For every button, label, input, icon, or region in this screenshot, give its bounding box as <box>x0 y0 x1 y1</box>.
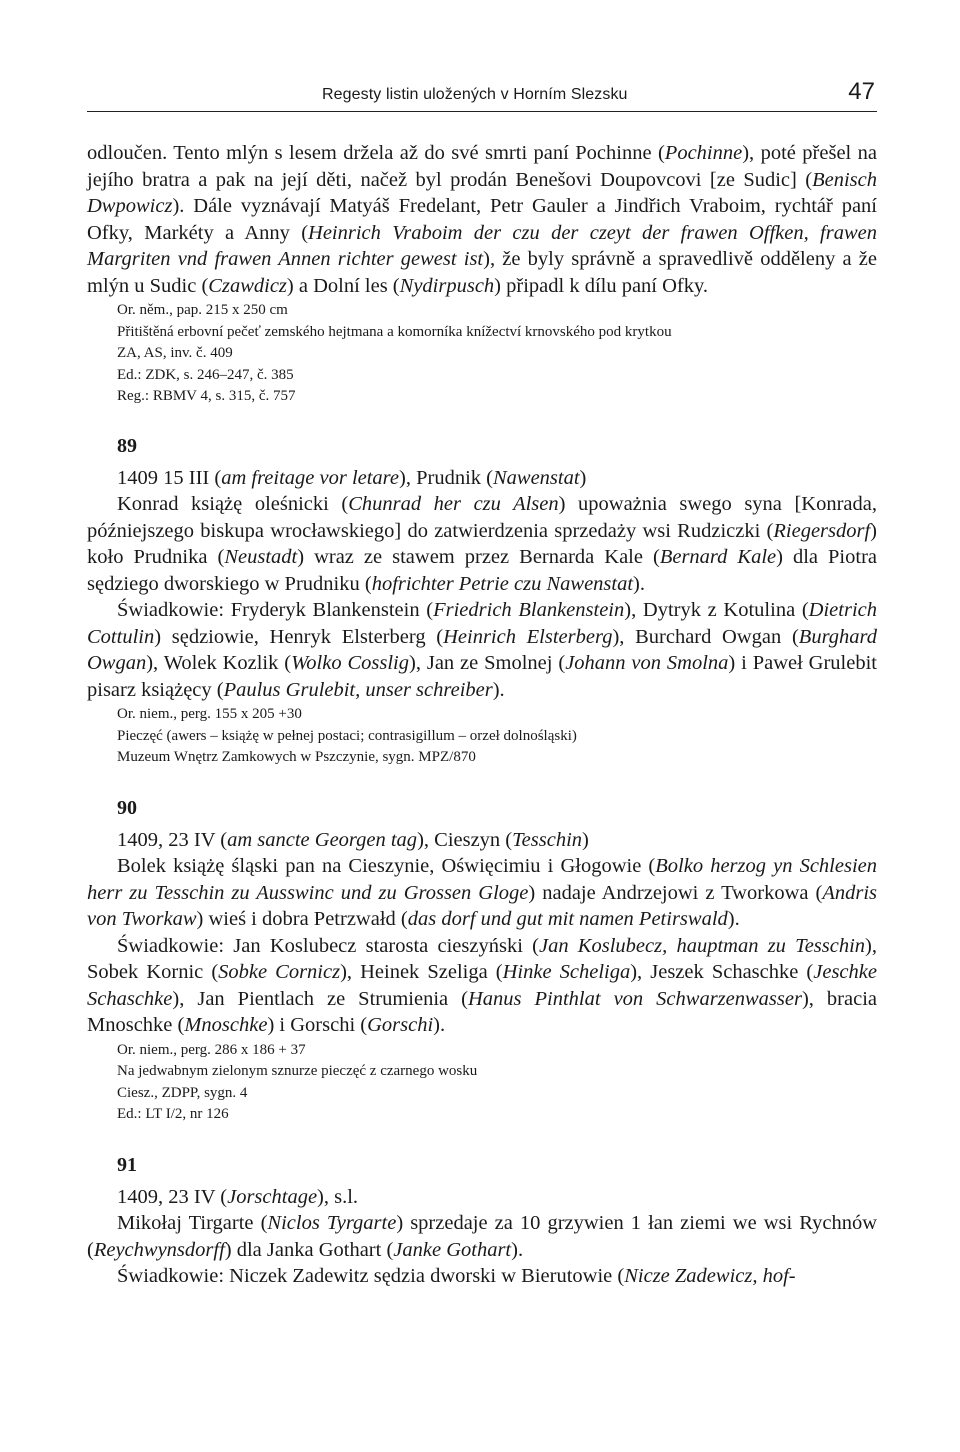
entry-88-paragraph: odloučen. Tento mlýn s lesem držela až do své smrti paní Pochinne (Pochinne), poté přešel na jejího bratra a pak na její děti, načež byl prodán Benešovi Doupovcovi [ze Sudic] (Benisch Dwpowicz). Dále vyznávají Matyáš Fredelant, Petr Gauler a Jindřich Vraboim, rychtář paní Ofky, Markéty a Anny (Heinrich Vraboim der czu der czeyt der frawen Offken, frawen Margriten vnd frawen Annen richter gewest ist), že byly správně a spravedlivě odděleny a že mlýn u Sudic (Czawdicz) a Dolní les (Nydirpusch) připadl k dílu paní Ofky. <box>87 142 878 297</box>
entry-90-summary: Bolek książę śląski pan na Cieszynie, Oświęcimiu i Głogowie (Bolko herzog yn Schlesien herr zu Tesschin zu Ausswinc und zu Grossen Gloge) nadaje Andrzejowi z Tworkowa (Andris von Tworkaw) wieś i dobra Petrzwałd (das dorf und gut mit namen Petirswald). <box>87 855 877 930</box>
page-number: 47 <box>848 78 875 105</box>
entry-number: 89 <box>117 434 137 457</box>
note-line: Ed.: LT I/2, nr 126 <box>117 1106 229 1122</box>
note-line: Muzeum Wnętrz Zamkowych w Pszczynie, sygn. MPZ/870 <box>117 749 476 765</box>
note-line: Reg.: RBMV 4, s. 315, č. 757 <box>117 388 296 404</box>
entry-date: 1409, 23 IV (Jorschtage), s.l. <box>117 1185 359 1208</box>
note-line: Ciesz., ZDPP, sygn. 4 <box>117 1084 248 1101</box>
entry-date: 1409 15 III (am freitage vor letare), Prudnik (Nawenstat) <box>117 466 587 489</box>
note-line: Or. niem., perg. 286 x 186 + 37 <box>117 1041 306 1058</box>
entry-88-notes <box>117 300 877 408</box>
page-header <box>87 76 877 112</box>
entry-90-witnesses: Świadkowie: Jan Koslubecz starosta cieszyński (Jan Koslubecz, hauptman zu Tesschin), Sobek Kornic (Sobke Cornicz), Heinek Szeliga (Hinke Scheliga), Jeszek Schaschke (Jeschke Schaschke), Jan Pientlach ze Strumienia (Hanus Pinthlat von Schwarzenwasser), bracia Mnoschke (Mnoschke) i Gorschi (Gorschi). <box>87 934 877 1036</box>
note-line: Přitištěná erbovní pečeť zemského hejtmana a komorníka knížectví krnovského pod krytkou <box>117 323 672 340</box>
entry-number: 91 <box>117 1153 137 1176</box>
entry-89-summary: Konrad książę oleśnicki (Chunrad her czu Alsen) upoważnia swego syna [Konrada, późniejszego biskupa wrocławskiego] do zatwierdzenia sprzedaży wsi Rudziczki (Riegersdorf) koło Prudnika (Neustadt) wraz ze stawem przez Bernarda Kale (Bernard Kale) dla Piotra sędziego dworskiego w Prudniku (hofrichter Petrie czu Nawenstat). <box>87 493 877 595</box>
entry-91-summary: Mikołaj Tirgarte (Niclos Tyrgarte) sprzedaje za 10 grzywien 1 łan ziemi we wsi Rychnów (Reychwynsdorff) dla Janka Gothart (Janke Gothart). <box>87 1212 878 1261</box>
page-body <box>87 140 877 1290</box>
note-line: Pieczęć (awers – książę w pełnej postaci; contrasigillum – orzeł dolnośląski) <box>117 727 577 744</box>
entry-date: 1409, 23 IV (am sancte Georgen tag), Cieszyn (Tesschin) <box>117 828 589 851</box>
note-line: Na jedwabnym zielonym sznurze pieczęć z czarnego wosku <box>117 1063 478 1079</box>
entry-89-notes <box>117 704 877 769</box>
note-line: Or. něm., pap. 215 x 250 cm <box>117 302 288 318</box>
note-line: Or. niem., perg. 155 x 205 +30 <box>117 706 302 722</box>
entry-number: 90 <box>117 796 137 819</box>
note-line: Ed.: ZDK, s. 246–247, č. 385 <box>117 366 294 383</box>
header-rule <box>87 111 877 112</box>
note-line: ZA, AS, inv. č. 409 <box>117 345 233 361</box>
running-head: Regesty listin uložených v Horním Slezsku <box>322 86 628 103</box>
entry-89-witnesses: Świadkowie: Fryderyk Blankenstein (Friedrich Blankenstein), Dytryk z Kotulina (Dietrich Cottulin) sędziowie, Henryk Elsterberg (Heinrich Elsterberg), Burchard Owgan (Burghard Owgan), Wolek Kozlik (Wolko Cosslig), Jan ze Smolnej (Johann von Smolna) i Paweł Grulebit pisarz książęcy (Paulus Grulebit, unser schreiber). <box>87 599 878 701</box>
entry-91-witnesses: Świadkowie: Niczek Zadewitz sędzia dworski w Bierutowie (Nicze Zadewicz, hof- <box>117 1265 796 1287</box>
entry-90-notes <box>117 1040 877 1126</box>
